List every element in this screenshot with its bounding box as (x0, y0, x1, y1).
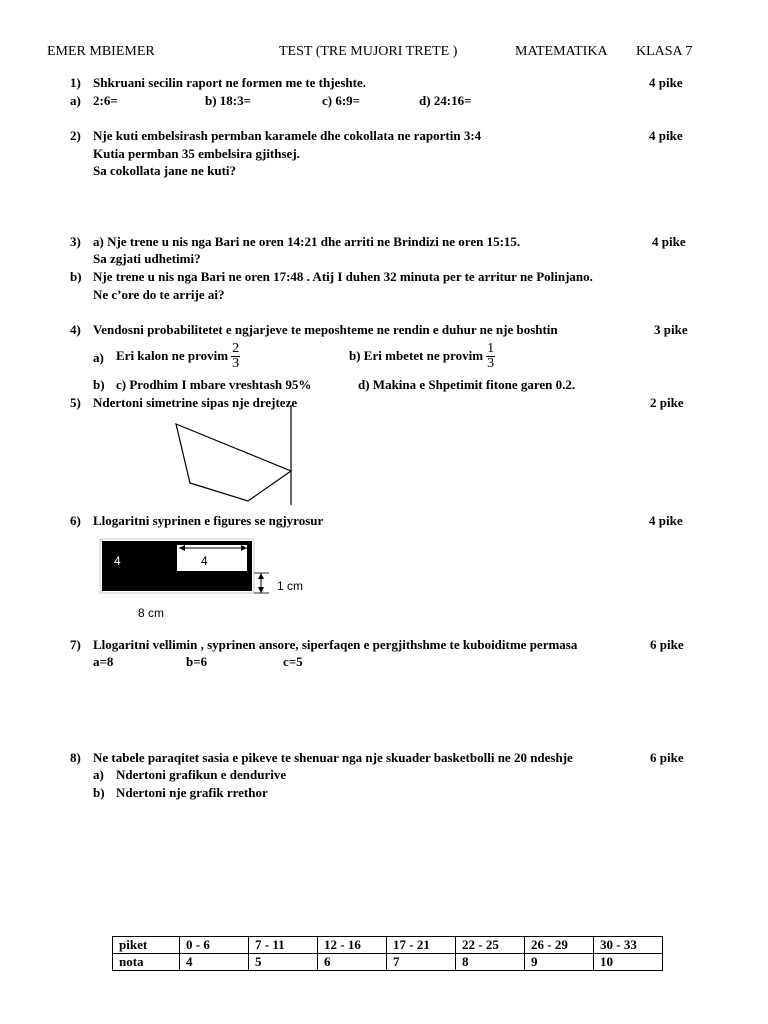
height-label: 1 cm (277, 579, 304, 593)
question-4-event-a-text: Eri kalon ne provim (116, 348, 229, 363)
table-cell: 22 - 25 (456, 937, 525, 954)
question-3-points: 4 pike (652, 234, 686, 249)
question-4-event-b-text: b) Eri mbetet ne provim (349, 348, 484, 363)
quadrilateral-shape (176, 424, 291, 501)
question-1-c: c) 6:9= (322, 93, 361, 108)
fraction-two-thirds (231, 342, 240, 371)
question-3-line-1: a) Nje trene u nis nga Bari ne oren 14:21 dhe arriti ne Brindizi ne oren 15:15. (93, 234, 521, 249)
arrowhead-down (258, 587, 264, 593)
question-6-points: 4 pike (649, 513, 683, 528)
question-3-number: 3) (70, 234, 81, 249)
inner-width-label: 4 (201, 554, 208, 568)
question-5-points: 2 pike (650, 395, 684, 410)
question-2-number: 2) (70, 128, 81, 143)
dimension-a: a=8 (93, 654, 114, 669)
question-8-sub-a-label: a) (93, 767, 104, 782)
width-label: 8 cm (138, 606, 165, 620)
table-cell: 5 (249, 954, 318, 971)
table-row (113, 954, 663, 971)
question-8-sub-b-text: Ndertoni nje grafik rrethor (116, 785, 268, 800)
row-header-piket: piket (113, 937, 180, 954)
table-cell: 30 - 33 (594, 937, 663, 954)
points-grade-table (112, 936, 663, 971)
question-1-number: 1) (70, 75, 81, 90)
table-cell: 26 - 29 (525, 937, 594, 954)
table-cell: 17 - 21 (387, 937, 456, 954)
question-4-points: 3 pike (654, 322, 688, 337)
question-1-a: 2:6= (93, 93, 118, 108)
table-cell: 7 - 11 (249, 937, 318, 954)
question-7-number: 7) (70, 637, 81, 652)
question-2-line-3: Sa cokollata jane ne kuti? (93, 163, 237, 178)
student-name-label: EMER MBIEMER (47, 44, 155, 59)
question-7-points: 6 pike (650, 637, 684, 652)
question-1-b: b) 18:3= (205, 93, 252, 108)
question-5-number: 5) (70, 395, 81, 410)
dimension-b: b=6 (186, 654, 208, 669)
subject-label: MATEMATIKA (515, 44, 608, 59)
white-cutout (177, 545, 247, 571)
table-cell: 4 (180, 954, 249, 971)
question-8-text: Ne tabele paraqitet sasia e pikeve te shenuar nga nje skuader basketbolli ne 20 ndeshje (93, 750, 573, 765)
fraction-denominator: 3 (487, 355, 495, 371)
question-1-sub-a-label: a) (70, 93, 81, 108)
table-cell: 0 - 6 (180, 937, 249, 954)
table-cell: 7 (387, 954, 456, 971)
table-cell: 9 (525, 954, 594, 971)
question-1-d: d) 24:16= (419, 93, 472, 108)
fraction-one-third (486, 342, 495, 371)
row-header-nota: nota (113, 954, 180, 971)
fraction-denominator: 3 (232, 355, 240, 371)
question-2-points: 4 pike (649, 128, 683, 143)
question-1-points: 4 pike (649, 75, 683, 90)
question-2-line-1: Nje kuti embelsirash permban karamele dhe cokollata ne raportin 3:4 (93, 128, 482, 143)
question-4-event-d: d) Makina e Shpetimit fitone garen 0.2. (358, 377, 576, 392)
table-cell: 10 (594, 954, 663, 971)
fraction-numerator: 2 (232, 340, 240, 356)
dimension-c: c=5 (283, 654, 303, 669)
question-6-text: Llogaritni syprinen e figures se ngjyrosur (93, 513, 324, 528)
test-title: TEST (TRE MUJORI TRETE ) (279, 44, 458, 59)
table-cell: 12 - 16 (318, 937, 387, 954)
question-3-line-4: Ne c’ore do te arrije ai? (93, 287, 225, 302)
table-row (113, 937, 663, 954)
question-4-number: 4) (70, 322, 81, 337)
question-1-text: Shkruani secilin raport ne formen me te thjeshte. (93, 75, 366, 90)
shaded-left-label: 4 (114, 554, 121, 568)
question-3-line-3: Nje trene u nis nga Bari ne oren 17:48 . Atij I duhen 32 minuta per te arritur ne Polinjano. (93, 269, 593, 284)
question-4-text: Vendosni probabilitetet e ngjarjeve te meposhteme ne rendin e duhur ne nje boshtin (93, 322, 558, 337)
question-8-sub-b-label: b) (93, 785, 105, 800)
question-8-points: 6 pike (650, 750, 684, 765)
question-4-event-a (116, 340, 240, 372)
question-4-event-c: c) Prodhim I mbare vreshtash 95% (116, 377, 312, 392)
question-7-text: Llogaritni vellimin , syprinen ansore, siperfaqen e pergjithshme te kuboiditme permasa (93, 637, 578, 652)
table-cell: 8 (456, 954, 525, 971)
question-4-sub-b-label: b) (93, 377, 105, 392)
question-3-line-2: Sa zgjati udhetimi? (93, 251, 201, 266)
fraction-numerator: 1 (487, 340, 495, 356)
question-8-sub-a-text: Ndertoni grafikun e dendurive (116, 767, 287, 782)
table-cell: 6 (318, 954, 387, 971)
symmetry-figure (170, 405, 300, 505)
question-5-text: Ndertoni simetrine sipas nje drejteze (93, 395, 298, 410)
arrowhead-up (258, 573, 264, 579)
question-4-event-b (349, 340, 495, 372)
question-4-sub-a-label: a) (93, 350, 104, 365)
question-2-line-2: Kutia permban 35 embelsira gjithsej. (93, 146, 300, 161)
class-label: KLASA 7 (636, 44, 693, 59)
question-8-number: 8) (70, 750, 81, 765)
question-6-number: 6) (70, 513, 81, 528)
question-3-sub-b-label: b) (70, 269, 82, 284)
